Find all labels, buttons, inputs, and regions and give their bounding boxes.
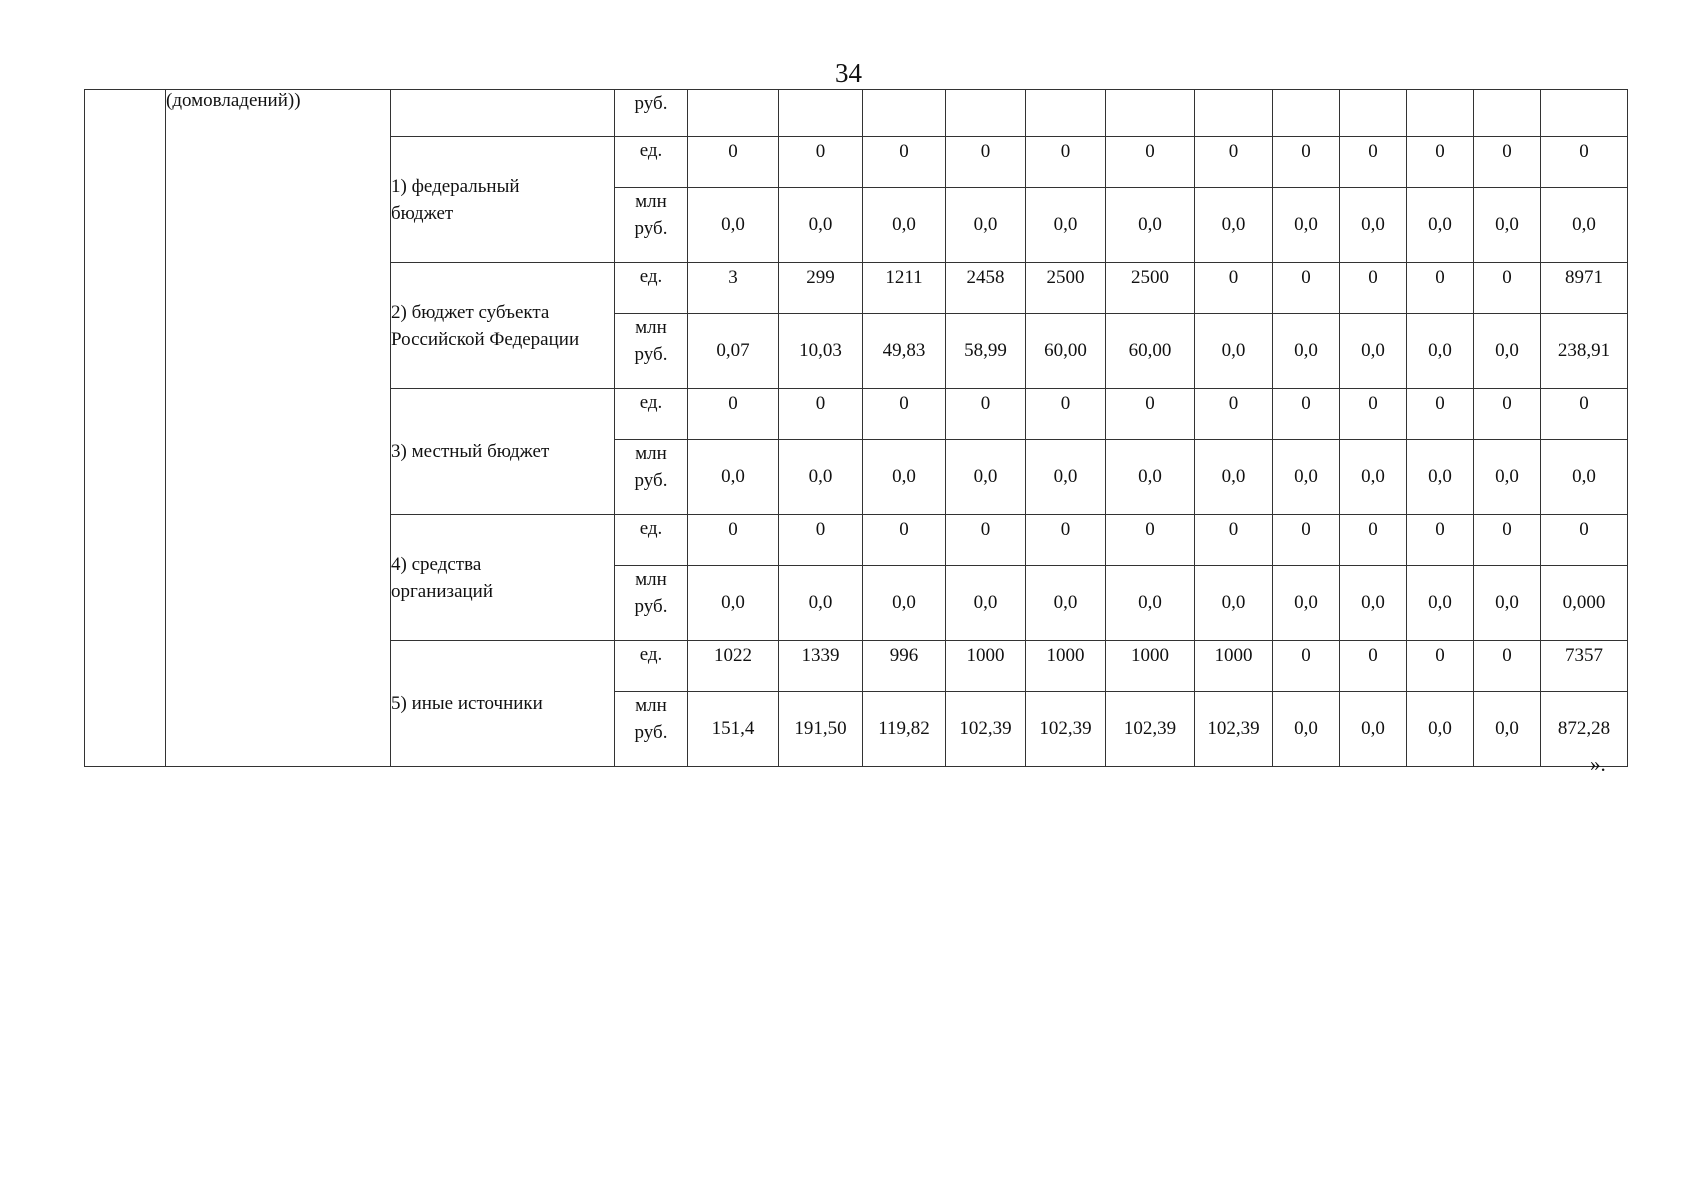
budget-table xyxy=(84,89,1628,767)
value-cell: 0 xyxy=(1195,515,1273,566)
unit-cell xyxy=(615,692,688,767)
source-cell xyxy=(391,389,615,515)
unit-line: млн xyxy=(635,191,667,212)
value-cell: 0,0 xyxy=(1474,188,1541,263)
unit-cell: ед. xyxy=(615,389,688,440)
value-cell: 0 xyxy=(1407,641,1474,692)
value-cell: 0 xyxy=(1407,263,1474,314)
value-cell: 0,0 xyxy=(1340,440,1407,515)
value-cell: 0,0 xyxy=(1273,188,1340,263)
value-cell: 0 xyxy=(1273,137,1340,188)
value-cell: 0 xyxy=(779,137,863,188)
value-cell: 0 xyxy=(1026,137,1106,188)
value-cell: 0,0 xyxy=(1474,440,1541,515)
value-cell: 49,83 xyxy=(863,314,946,389)
unit-line: руб. xyxy=(634,596,668,617)
value-cell: 0,0 xyxy=(1340,692,1407,767)
value-cell: 0,0 xyxy=(863,440,946,515)
unit-cell: ед. xyxy=(615,137,688,188)
value-cell: 1022 xyxy=(688,641,779,692)
value-cell: 8971 xyxy=(1541,263,1628,314)
value-cell: 0 xyxy=(1106,389,1195,440)
value-cell: 0,0 xyxy=(1273,314,1340,389)
value-cell: 0 xyxy=(1340,389,1407,440)
value-cell: 0,0 xyxy=(688,566,779,641)
source-label-line: организаций xyxy=(391,580,494,602)
value-cell: 0 xyxy=(1474,515,1541,566)
value-cell: 0,07 xyxy=(688,314,779,389)
value-cell: 238,91 xyxy=(1541,314,1628,389)
value-cell: 102,39 xyxy=(1195,692,1273,767)
value-cell: 0 xyxy=(1106,515,1195,566)
value-cell: 58,99 xyxy=(946,314,1026,389)
unit-line: руб. xyxy=(634,344,668,365)
value-cell: 0,0 xyxy=(779,440,863,515)
value-cell: 0 xyxy=(779,389,863,440)
unit-cell: руб. xyxy=(615,90,688,137)
value-cell xyxy=(688,90,779,137)
value-cell: 1000 xyxy=(1026,641,1106,692)
value-cell: 0 xyxy=(1026,515,1106,566)
value-cell: 0,0 xyxy=(1106,440,1195,515)
source-cell xyxy=(391,641,615,767)
value-cell: 102,39 xyxy=(946,692,1026,767)
value-cell: 0,0 xyxy=(1340,188,1407,263)
value-cell: 0,0 xyxy=(1407,566,1474,641)
value-cell xyxy=(1474,90,1541,137)
unit-line: млн xyxy=(635,317,667,338)
value-cell: 1000 xyxy=(1195,641,1273,692)
unit-line: руб. xyxy=(634,470,668,491)
value-cell: 119,82 xyxy=(863,692,946,767)
value-cell: 0,0 xyxy=(1541,188,1628,263)
source-label-line: бюджет xyxy=(391,202,454,224)
value-cell: 0,0 xyxy=(1273,566,1340,641)
value-cell xyxy=(863,90,946,137)
value-cell: 0,0 xyxy=(1340,314,1407,389)
value-cell: 0 xyxy=(688,389,779,440)
value-cell: 0 xyxy=(688,515,779,566)
value-cell: 60,00 xyxy=(1106,314,1195,389)
value-cell: 0 xyxy=(1340,641,1407,692)
value-cell xyxy=(1273,90,1340,137)
value-cell: 0 xyxy=(1541,137,1628,188)
value-cell: 0 xyxy=(1474,389,1541,440)
source-label-line: 3) местный бюджет xyxy=(391,441,550,462)
value-cell: 0 xyxy=(1106,137,1195,188)
table-body xyxy=(85,90,1628,767)
value-cell: 0,0 xyxy=(1273,440,1340,515)
value-cell: 151,4 xyxy=(688,692,779,767)
value-cell: 0 xyxy=(863,389,946,440)
value-cell: 0,0 xyxy=(863,188,946,263)
value-cell: 0,0 xyxy=(1474,566,1541,641)
value-cell xyxy=(1026,90,1106,137)
value-cell: 191,50 xyxy=(779,692,863,767)
value-cell: 0 xyxy=(1340,515,1407,566)
unit-cell: ед. xyxy=(615,515,688,566)
value-cell: 0,000 xyxy=(1541,566,1628,641)
value-cell xyxy=(779,90,863,137)
unit-cell xyxy=(615,440,688,515)
value-cell: 0,0 xyxy=(1541,440,1628,515)
description-cell: (домовладений)) xyxy=(166,90,391,767)
source-cell xyxy=(391,263,615,389)
value-cell: 996 xyxy=(863,641,946,692)
source-label-line: 2) бюджет субъекта xyxy=(391,301,550,323)
value-cell: 0,0 xyxy=(688,440,779,515)
value-cell: 102,39 xyxy=(1106,692,1195,767)
value-cell: 299 xyxy=(779,263,863,314)
value-cell: 60,00 xyxy=(1026,314,1106,389)
unit-line: млн xyxy=(635,443,667,464)
unit-cell: ед. xyxy=(615,641,688,692)
number-column-cell xyxy=(85,90,166,767)
value-cell: 0 xyxy=(1195,137,1273,188)
value-cell: 0 xyxy=(1340,263,1407,314)
value-cell: 0,0 xyxy=(1195,188,1273,263)
value-cell: 0,0 xyxy=(779,566,863,641)
source-label-line: 5) иные источники xyxy=(391,693,543,714)
value-cell: 0 xyxy=(863,515,946,566)
closing-quote-mark: ». xyxy=(1590,752,1606,776)
value-cell: 2500 xyxy=(1106,263,1195,314)
value-cell: 0 xyxy=(946,389,1026,440)
source-label-line: 1) федеральный xyxy=(391,175,520,197)
value-cell xyxy=(1541,90,1628,137)
value-cell: 0 xyxy=(1474,641,1541,692)
value-cell: 0,0 xyxy=(1407,188,1474,263)
value-cell: 0 xyxy=(1273,263,1340,314)
value-cell: 0,0 xyxy=(1474,692,1541,767)
value-cell: 0,0 xyxy=(1474,314,1541,389)
value-cell: 0 xyxy=(1195,263,1273,314)
value-cell: 0 xyxy=(1407,389,1474,440)
value-cell: 0,0 xyxy=(1026,440,1106,515)
value-cell: 2500 xyxy=(1026,263,1106,314)
value-cell: 0 xyxy=(1541,515,1628,566)
value-cell: 0,0 xyxy=(863,566,946,641)
value-cell: 0,0 xyxy=(946,188,1026,263)
value-cell: 0 xyxy=(1407,137,1474,188)
unit-cell xyxy=(615,188,688,263)
value-cell: 0 xyxy=(1340,137,1407,188)
unit-line: руб. xyxy=(634,218,668,239)
value-cell: 872,28 xyxy=(1541,692,1628,767)
value-cell: 0,0 xyxy=(1407,440,1474,515)
value-cell: 1000 xyxy=(1106,641,1195,692)
value-cell: 0 xyxy=(1407,515,1474,566)
value-cell: 0,0 xyxy=(946,440,1026,515)
value-cell: 0 xyxy=(1541,389,1628,440)
value-cell: 0 xyxy=(688,137,779,188)
value-cell: 0,0 xyxy=(1026,188,1106,263)
value-cell: 0 xyxy=(1273,389,1340,440)
value-cell: 2458 xyxy=(946,263,1026,314)
unit-cell xyxy=(615,566,688,641)
value-cell: 102,39 xyxy=(1026,692,1106,767)
value-cell xyxy=(1195,90,1273,137)
source-cell xyxy=(391,515,615,641)
value-cell: 7357 xyxy=(1541,641,1628,692)
value-cell: 0,0 xyxy=(1026,566,1106,641)
value-cell xyxy=(1340,90,1407,137)
value-cell: 0,0 xyxy=(1195,314,1273,389)
value-cell: 0 xyxy=(1026,389,1106,440)
unit-cell xyxy=(615,314,688,389)
source-cell xyxy=(391,90,615,137)
unit-line: млн xyxy=(635,695,667,716)
value-cell: 0,0 xyxy=(1273,692,1340,767)
unit-line: млн xyxy=(635,569,667,590)
value-cell: 0 xyxy=(863,137,946,188)
unit-cell: ед. xyxy=(615,263,688,314)
value-cell: 0 xyxy=(946,515,1026,566)
value-cell: 0,0 xyxy=(779,188,863,263)
value-cell: 0,0 xyxy=(1407,314,1474,389)
source-label-line: Российской Федерации xyxy=(391,328,580,350)
value-cell: 0,0 xyxy=(688,188,779,263)
page-number: 34 xyxy=(835,58,862,88)
unit-line: руб. xyxy=(634,722,668,743)
value-cell: 0,0 xyxy=(1407,692,1474,767)
source-label-line: 4) средства xyxy=(391,553,482,575)
value-cell xyxy=(1407,90,1474,137)
value-cell: 0,0 xyxy=(1340,566,1407,641)
value-cell: 0,0 xyxy=(1106,566,1195,641)
source-cell xyxy=(391,137,615,263)
value-cell: 0 xyxy=(1273,515,1340,566)
value-cell: 1000 xyxy=(946,641,1026,692)
value-cell: 1339 xyxy=(779,641,863,692)
value-cell: 0 xyxy=(1474,137,1541,188)
value-cell: 10,03 xyxy=(779,314,863,389)
table-row xyxy=(85,90,1628,137)
value-cell: 0 xyxy=(1273,641,1340,692)
value-cell: 1211 xyxy=(863,263,946,314)
value-cell: 0 xyxy=(1195,389,1273,440)
value-cell: 0,0 xyxy=(946,566,1026,641)
value-cell xyxy=(1106,90,1195,137)
value-cell: 3 xyxy=(688,263,779,314)
value-cell: 0 xyxy=(779,515,863,566)
value-cell: 0 xyxy=(946,137,1026,188)
value-cell: 0 xyxy=(1474,263,1541,314)
value-cell xyxy=(946,90,1026,137)
value-cell: 0,0 xyxy=(1195,440,1273,515)
value-cell: 0,0 xyxy=(1106,188,1195,263)
value-cell: 0,0 xyxy=(1195,566,1273,641)
